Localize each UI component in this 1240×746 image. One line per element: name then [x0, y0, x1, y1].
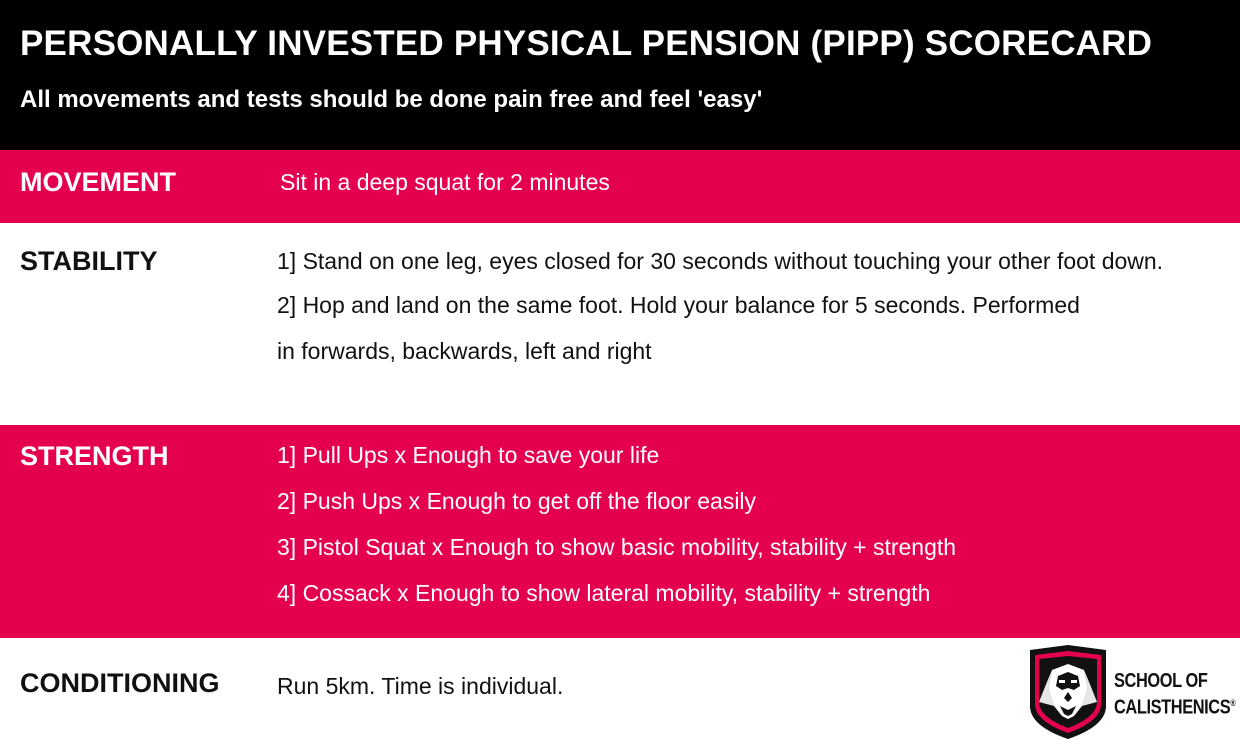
strength-row [0, 425, 1240, 638]
stability-row [0, 223, 1240, 425]
stability-item-2-cont: in forwards, backwards, left and right [277, 338, 652, 364]
strength-label: STRENGTH [20, 441, 169, 471]
strength-item-3: 3] Pistol Squat x Enough to show basic mobility, stability + strength [277, 534, 957, 560]
strength-item-4: 4] Cossack x Enough to show lateral mobility, stability + strength [277, 580, 931, 606]
page-subtitle: All movements and tests should be done pain free and feel 'easy' [20, 86, 763, 113]
conditioning-item: Run 5km. Time is individual. [277, 673, 564, 699]
lion-shield-icon [1026, 644, 1110, 740]
stability-item-2: 2] Hop and land on the same foot. Hold your balance for 5 seconds. Performed [277, 292, 1080, 318]
strength-item-2: 2] Push Ups x Enough to get off the floor easily [277, 488, 757, 514]
header [0, 0, 1240, 150]
stability-label: STABILITY [20, 246, 158, 276]
movement-row [0, 150, 1240, 223]
conditioning-label: CONDITIONING [20, 668, 220, 698]
logo-line-1: SCHOOL OF [1114, 670, 1208, 692]
stability-item-1: 1] Stand on one leg, eyes closed for 30 seconds without touching your other foot down. [277, 248, 1164, 274]
movement-label: MOVEMENT [20, 167, 177, 197]
page-title: PERSONALLY INVESTED PHYSICAL PENSION (PIPP) SCORECARD [20, 24, 1153, 63]
logo-line-2: CALISTHENICS [1114, 696, 1231, 719]
registered-mark: ® [1230, 698, 1236, 708]
school-of-calisthenics-logo [1026, 644, 1236, 740]
movement-item: Sit in a deep squat for 2 minutes [280, 169, 610, 195]
strength-item-1: 1] Pull Ups x Enough to save your life [277, 442, 660, 468]
logo-wordmark [1114, 670, 1235, 719]
movement-content [280, 166, 1225, 198]
strength-content [277, 439, 1222, 609]
stability-content [277, 245, 1222, 367]
